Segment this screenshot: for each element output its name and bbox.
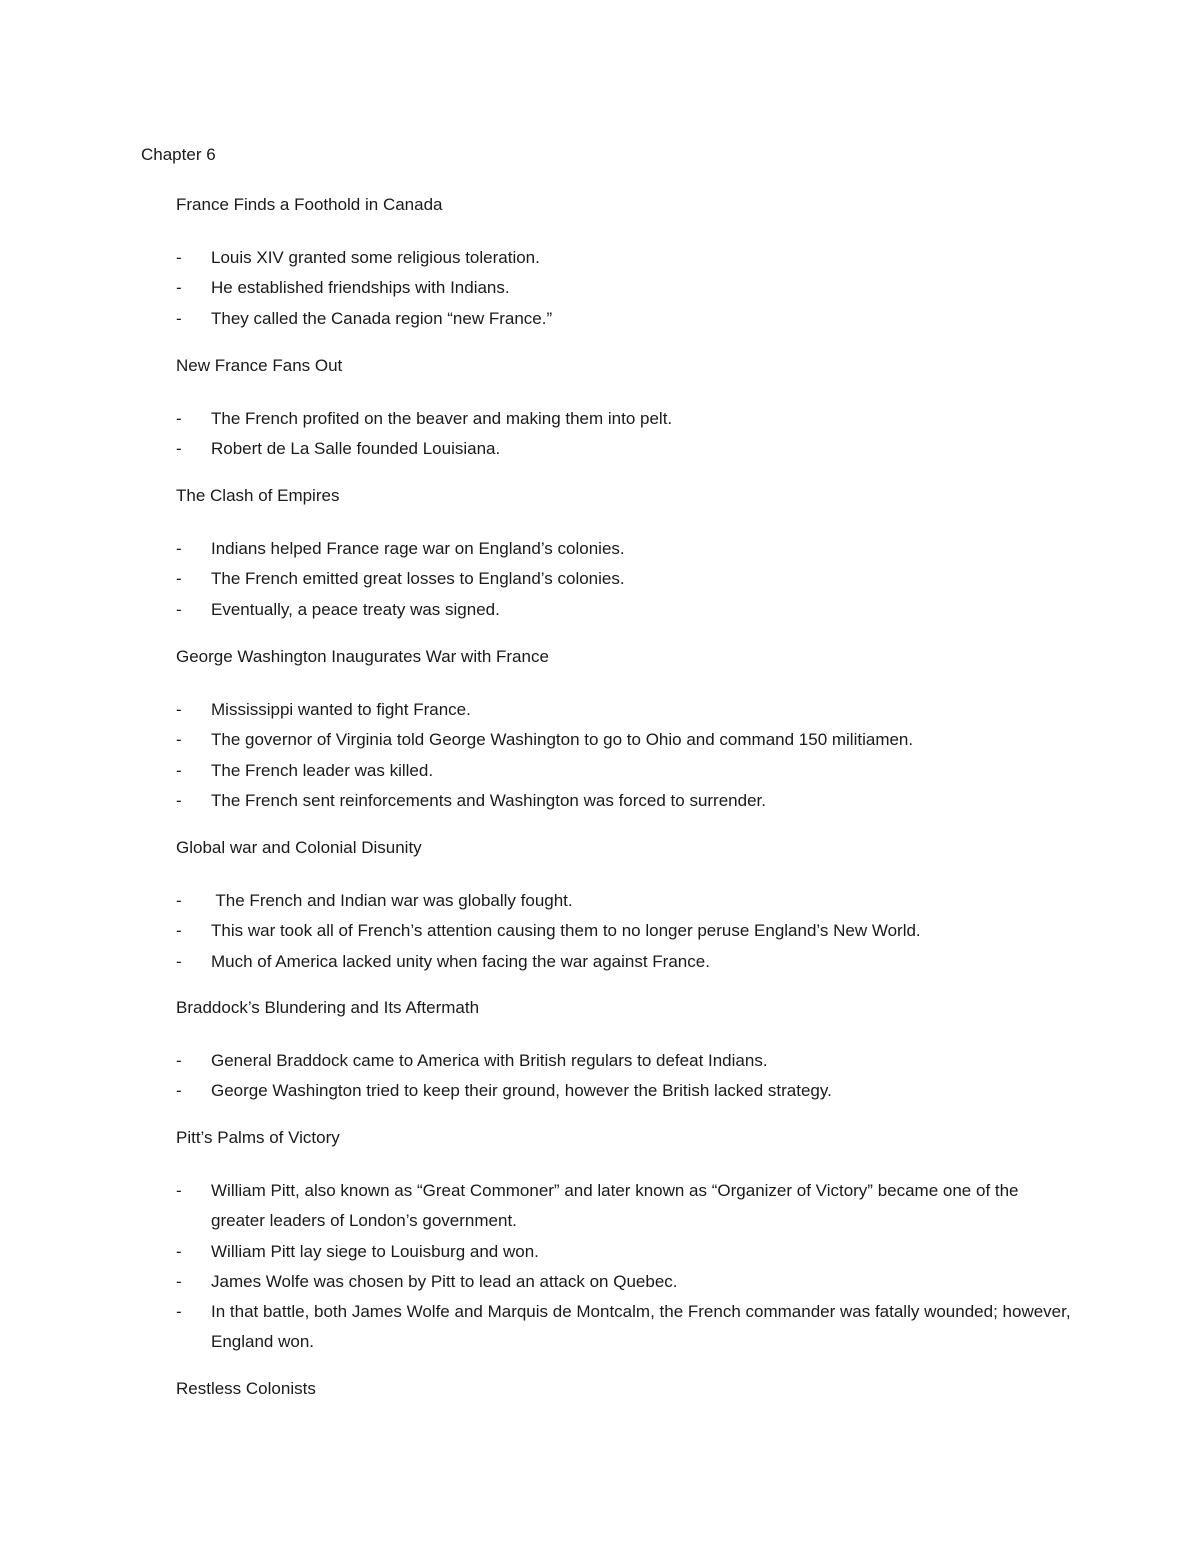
list-item bbox=[176, 434, 1076, 464]
section-heading: George Washington Inaugurates War with France bbox=[176, 647, 549, 666]
bullet-list bbox=[176, 534, 1076, 625]
dash-bullet-marker: - bbox=[176, 1081, 182, 1101]
list-item-text: General Braddock came to America with British regulars to defeat Indians. bbox=[211, 1051, 768, 1070]
list-item bbox=[176, 786, 1076, 816]
section-braddocks-blundering bbox=[176, 997, 1076, 1107]
bullet-list bbox=[176, 886, 1076, 977]
bullet-list bbox=[176, 404, 1076, 465]
section-heading: New France Fans Out bbox=[176, 356, 343, 375]
list-item bbox=[176, 243, 1076, 273]
section-new-france-fans-out bbox=[176, 355, 1076, 465]
list-item-text: Much of America lacked unity when facing the war against France. bbox=[211, 951, 710, 971]
dash-bullet-marker: - bbox=[176, 308, 182, 328]
dash-bullet-marker: - bbox=[176, 1271, 182, 1291]
section-pitts-palms-of-victory bbox=[176, 1127, 1076, 1358]
section-clash-of-empires bbox=[176, 485, 1076, 625]
list-item bbox=[176, 534, 1076, 564]
list-item bbox=[176, 916, 1076, 946]
list-item-text: In that battle, both James Wolfe and Marquis de Montcalm, the French commander was fatally wounded; however, England won. bbox=[211, 1302, 1071, 1352]
dash-bullet-marker: - bbox=[176, 439, 182, 459]
dash-bullet-marker: - bbox=[176, 1241, 182, 1261]
section-france-finds-a-foothold bbox=[176, 194, 1076, 334]
dash-bullet-marker: - bbox=[176, 569, 182, 589]
list-item-text: Louis XIV granted some religious toleration. bbox=[211, 248, 540, 267]
section-george-washington-inaugurates-war bbox=[176, 646, 1076, 816]
list-item bbox=[176, 886, 1076, 916]
list-item bbox=[176, 695, 1076, 725]
list-item bbox=[176, 1237, 1076, 1267]
dash-bullet-marker: - bbox=[176, 790, 182, 810]
list-item bbox=[176, 564, 1076, 594]
list-item bbox=[176, 756, 1076, 786]
list-item-text: Robert de La Salle founded Louisiana. bbox=[211, 439, 501, 459]
page-title: Chapter 6 bbox=[141, 145, 216, 164]
section-global-war-and-colonial-disunity bbox=[176, 837, 1076, 977]
list-item bbox=[176, 595, 1076, 625]
list-item bbox=[176, 1297, 1076, 1358]
list-item bbox=[176, 1176, 1076, 1237]
list-item bbox=[176, 273, 1076, 303]
list-item-text: Indians helped France rage war on England’s colonies. bbox=[211, 539, 625, 558]
section-heading: France Finds a Foothold in Canada bbox=[176, 195, 443, 214]
list-item-text: They called the Canada region “new France.” bbox=[211, 308, 553, 328]
dash-bullet-marker: - bbox=[176, 248, 182, 267]
list-item bbox=[176, 404, 1076, 434]
section-heading: Pitt’s Palms of Victory bbox=[176, 1128, 340, 1147]
dash-bullet-marker: - bbox=[176, 1302, 182, 1322]
dash-bullet-marker: - bbox=[176, 730, 182, 750]
section-heading: Restless Colonists bbox=[176, 1379, 316, 1398]
list-item-text: The French leader was killed. bbox=[211, 760, 434, 780]
list-item bbox=[176, 1076, 1076, 1106]
section-restless-colonists bbox=[176, 1378, 1076, 1400]
dash-bullet-marker: - bbox=[176, 760, 182, 780]
list-item bbox=[176, 304, 1076, 334]
bullet-list bbox=[176, 1046, 1076, 1107]
list-item-text: George Washington tried to keep their ground, however the British lacked strategy. bbox=[211, 1081, 832, 1101]
bullet-list bbox=[176, 695, 1076, 816]
section-heading: Braddock’s Blundering and Its Aftermath bbox=[176, 998, 480, 1017]
dash-bullet-marker: - bbox=[176, 921, 182, 941]
dash-bullet-marker: - bbox=[176, 599, 182, 619]
list-item-text: William Pitt, also known as “Great Commoner” and later known as “Organizer of Victory” became one of the greater leaders of London’s government. bbox=[211, 1181, 1019, 1231]
dash-bullet-marker: - bbox=[176, 891, 182, 910]
list-item-text: James Wolfe was chosen by Pitt to lead an attack on Quebec. bbox=[211, 1271, 678, 1291]
section-heading: Global war and Colonial Disunity bbox=[176, 838, 422, 857]
dash-bullet-marker: - bbox=[176, 700, 182, 719]
dash-bullet-marker: - bbox=[176, 539, 182, 558]
list-item-text: This war took all of French’s attention causing them to no longer peruse England’s New World. bbox=[211, 921, 921, 941]
dash-bullet-marker: - bbox=[176, 951, 182, 971]
list-item bbox=[176, 947, 1076, 977]
list-item-text: Eventually, a peace treaty was signed. bbox=[211, 599, 500, 619]
list-item-text: Mississippi wanted to fight France. bbox=[211, 700, 471, 719]
section-heading: The Clash of Empires bbox=[176, 486, 340, 505]
list-item-text: The French and Indian war was globally fought. bbox=[211, 891, 573, 910]
dash-bullet-marker: - bbox=[176, 409, 182, 428]
dash-bullet-marker: - bbox=[176, 1051, 182, 1070]
list-item-text: The French sent reinforcements and Washington was forced to surrender. bbox=[211, 790, 766, 810]
list-item bbox=[176, 1046, 1076, 1076]
list-item bbox=[176, 725, 1076, 755]
list-item-text: He established friendships with Indians. bbox=[211, 278, 510, 298]
list-item-text: The French profited on the beaver and making them into pelt. bbox=[211, 409, 673, 428]
list-item-text: The governor of Virginia told George Washington to go to Ohio and command 150 militiamen. bbox=[211, 730, 914, 750]
list-item-text: William Pitt lay siege to Louisburg and won. bbox=[211, 1241, 539, 1261]
dash-bullet-marker: - bbox=[176, 278, 182, 298]
bullet-list bbox=[176, 243, 1076, 334]
dash-bullet-marker: - bbox=[176, 1181, 182, 1200]
list-item-text: The French emitted great losses to England’s colonies. bbox=[211, 569, 625, 589]
list-item bbox=[176, 1267, 1076, 1297]
bullet-list bbox=[176, 1176, 1076, 1358]
